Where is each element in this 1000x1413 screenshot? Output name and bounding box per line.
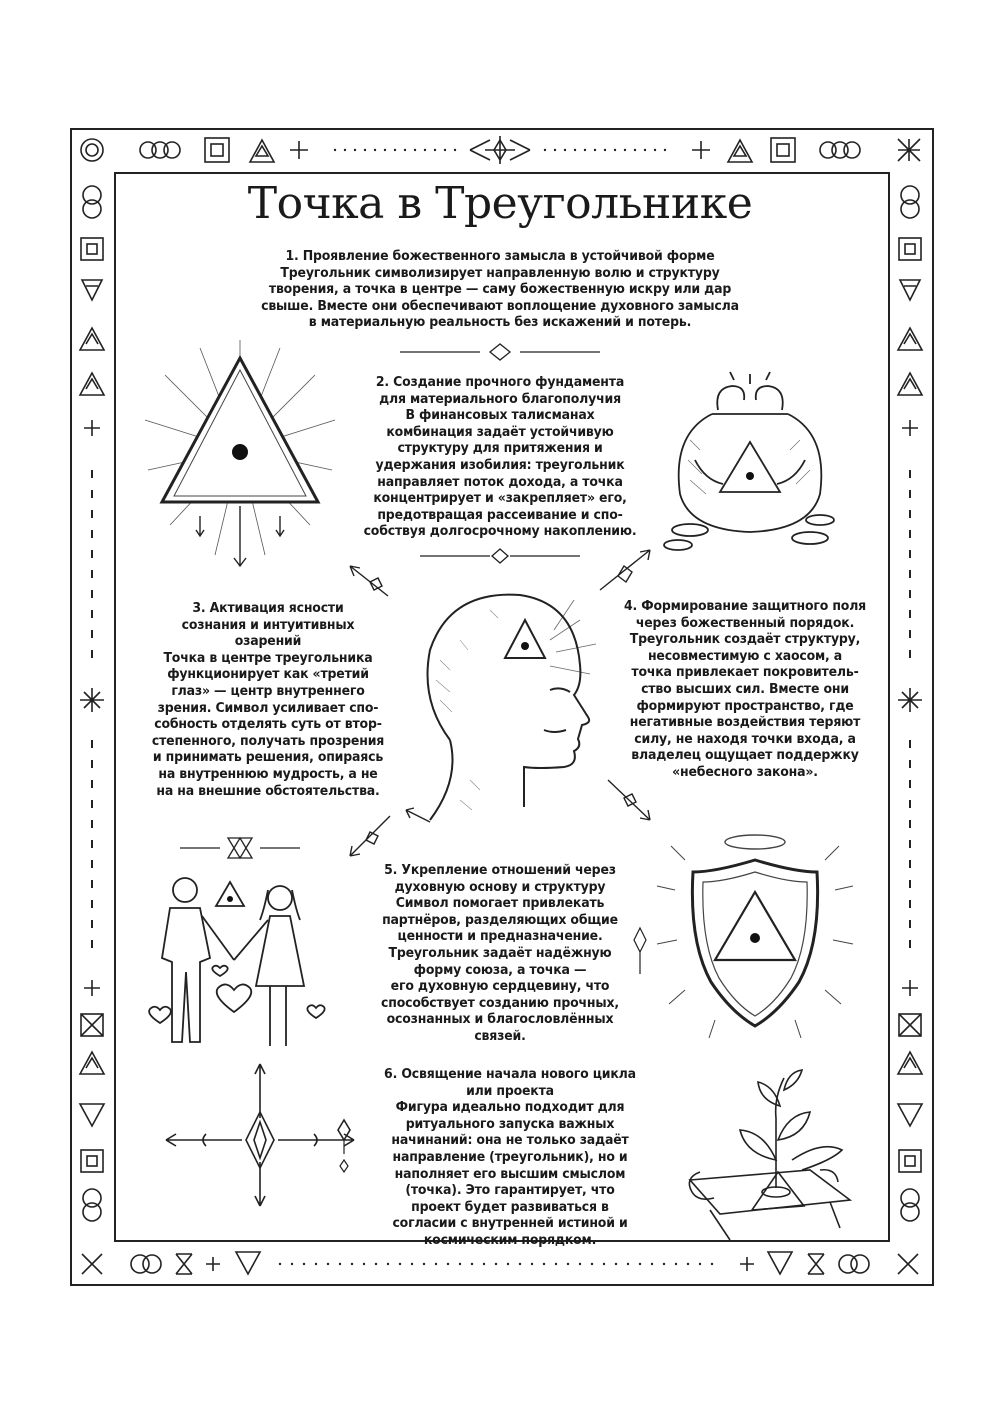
section-1-text bbox=[215, 248, 785, 331]
text-line: степенного, получать прозрения bbox=[151, 732, 385, 749]
text-line: Треугольник задаёт надёжную bbox=[388, 944, 612, 961]
coin-purse-triangle-icon bbox=[650, 370, 850, 555]
arrow-lower-left-icon bbox=[340, 806, 400, 866]
text-line: 5. Укрепление отношений через bbox=[384, 862, 616, 878]
diamond-divider-icon bbox=[630, 926, 650, 976]
text-line: через божественный порядок. bbox=[635, 614, 855, 631]
text-line: 6. Освящение начала нового цикла bbox=[384, 1066, 636, 1082]
arrow-upper-left-icon bbox=[340, 556, 400, 606]
text-line: наполняет его высшим смыслом bbox=[394, 1165, 626, 1182]
text-line: свыше. Вместе они обеспечивают воплощение духовного замысла bbox=[261, 297, 739, 314]
text-line: структуру для притяжения и bbox=[397, 440, 603, 457]
text-line: духовную основу и структуру bbox=[394, 878, 606, 895]
text-line: зрения. Символ усиливает спо- bbox=[157, 699, 379, 716]
section-4-text bbox=[612, 598, 879, 781]
text-line: партнёров, разделяющих общие bbox=[382, 911, 618, 928]
text-line: направляет поток дохода, а точка bbox=[377, 473, 623, 490]
text-line: для материального благополучия bbox=[379, 390, 621, 407]
text-line: комбинация задаёт устойчивую bbox=[386, 423, 614, 440]
arrow-upper-right-icon bbox=[590, 540, 660, 600]
text-line: ство высших сил. Вместе они bbox=[641, 680, 849, 697]
text-line: творения, а точка в центре — саму божественную искру или дар bbox=[268, 281, 732, 298]
section-5-text bbox=[371, 862, 629, 1045]
shield-triangle-icon bbox=[655, 820, 855, 1045]
text-line: точка привлекает покровитель- bbox=[631, 664, 859, 681]
text-line: 1. Проявление божественного замысла в устойчивой форме bbox=[285, 248, 715, 264]
text-line: 4. Формирование защитного поля bbox=[623, 598, 867, 614]
arrow-lower-right-icon bbox=[600, 770, 660, 830]
text-line: несовместимую с хаосом, а bbox=[647, 647, 843, 664]
head-third-eye-icon bbox=[400, 580, 620, 835]
section-3-text bbox=[130, 600, 406, 799]
text-line: глаз» — центр внутреннего bbox=[171, 682, 365, 699]
text-line: проект будет развиваться в bbox=[411, 1198, 609, 1215]
text-line: негативные воздействия теряют bbox=[629, 714, 861, 731]
text-line: связей. bbox=[474, 1027, 526, 1044]
text-line: на на внешние обстоятельства. bbox=[156, 782, 380, 799]
section-2-text bbox=[344, 374, 657, 540]
text-line: «небесного закона». bbox=[672, 763, 818, 780]
text-line: В финансовых талисманах bbox=[405, 407, 595, 424]
text-line: космическим порядком. bbox=[423, 1231, 597, 1248]
text-line: собность отделять суть от втор- bbox=[154, 716, 382, 733]
sprout-scroll-icon bbox=[680, 1060, 860, 1245]
text-line: осознанных и благословлённых bbox=[386, 1011, 614, 1028]
page-title: Точка в Треугольнике bbox=[247, 178, 753, 229]
text-line: на внутреннюю мудрость, а не bbox=[158, 765, 378, 782]
text-line: удержания изобилия: треугольник bbox=[375, 456, 625, 473]
text-line: форму союза, а точка — bbox=[413, 961, 587, 978]
text-line: 3. Активация ясности bbox=[192, 600, 344, 616]
text-line: в материальную реальность без искажений и потерь. bbox=[308, 314, 692, 331]
text-line: владелец ощущает поддержку bbox=[631, 747, 859, 764]
text-line: его духовную сердцевину, что bbox=[390, 978, 610, 995]
text-line: Фигура идеально подходит для bbox=[395, 1099, 625, 1116]
compass-star-icon bbox=[160, 1060, 360, 1210]
radiant-triangle-dot-icon bbox=[140, 330, 340, 580]
text-line: (точка). Это гарантирует, что bbox=[405, 1182, 615, 1199]
text-line: направление (треугольник), но и bbox=[392, 1148, 628, 1165]
text-line: Треугольник создаёт структуру, bbox=[629, 631, 861, 648]
text-line: ритуального запуска важных bbox=[405, 1115, 615, 1132]
text-line: Точка в центре треугольника bbox=[163, 649, 373, 666]
text-line: озарений bbox=[234, 633, 302, 650]
text-line: сознания и интуитивных bbox=[181, 616, 355, 633]
text-line: способствует созданию прочных, bbox=[381, 994, 619, 1011]
text-line: ценности и предназначение. bbox=[397, 928, 603, 945]
section-6-text bbox=[372, 1066, 648, 1249]
text-line: собствуя долгосрочному накоплению. bbox=[363, 523, 637, 540]
text-line: предотвращая рассеивание и спо- bbox=[377, 506, 623, 523]
text-line: 2. Создание прочного фундамента bbox=[375, 374, 625, 390]
text-line: или проекта bbox=[466, 1082, 554, 1099]
text-line: Символ помогает привлекать bbox=[395, 895, 605, 912]
text-line: согласии с внутренней истиной и bbox=[392, 1215, 628, 1232]
text-line: концентрирует и «закрепляет» его, bbox=[373, 490, 627, 507]
text-line: Треугольник символизирует направленную волю и структуру bbox=[280, 264, 720, 281]
text-line: формируют пространство, где bbox=[636, 697, 854, 714]
text-line: и принимать решения, опираясь bbox=[152, 749, 384, 766]
couple-holding-hands-icon bbox=[130, 860, 330, 1060]
text-line: силу, не находя точки входа, а bbox=[634, 730, 856, 747]
text-line: функционирует как «третий bbox=[167, 666, 369, 683]
text-line: начинаний: она не только задаёт bbox=[391, 1132, 629, 1149]
